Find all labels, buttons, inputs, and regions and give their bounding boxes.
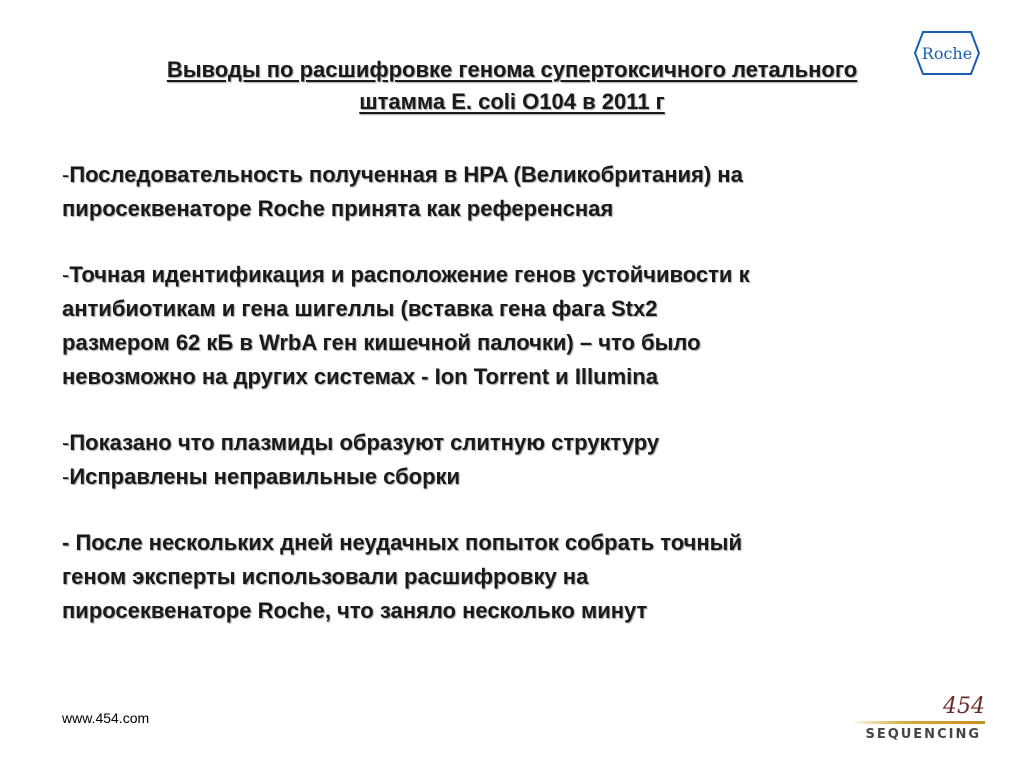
bullet-assemblies: -Исправлены неправильные сборки [62,464,461,489]
bullet-text: - После нескольких дней неудачных попыток собрать точный [62,530,742,555]
bullet-text: Исправлены неправильные сборки [69,464,461,489]
bullet-text: невозможно на других системах - Ion Torrent и Illumina [62,364,658,389]
bullet-text: пиросеквенаторе Roche принята как референсная [62,196,614,221]
bullet-text: Последовательность полученная в HPA (Великобритания) на [69,162,743,187]
bullet-plasmids: -Показано что плазмиды образуют слитную структуру [62,430,660,455]
bullet-experts-roche [62,526,962,628]
slide-title [62,54,962,118]
bullet-gene-identification: -Точная идентификация и расположение генов устойчивости к антибиотикам и гена шигеллы (вставка гена фага Stx2 размером 62 кБ в WrbA ген кишечной палочки) – что было невозможно на других системах - Ion Torrent и Illumina [62,258,962,394]
title-line-1: Выводы по расшифровке генома супертоксичного летального [166,57,858,82]
bullet-text: размером 62 кБ в WrbA ген кишечной палочки) – что было [62,330,701,355]
roche-logo-text: Roche [921,44,973,63]
footer-url[interactable]: www.454.com [62,710,150,726]
454-sequencing-logo [850,696,985,746]
bullet-text: пиросеквенаторе Roche, что заняло несколько минут [62,598,648,623]
bullet-hpa-reference: -Последовательность полученная в HPA (Великобритания) на пиросеквенаторе Roche принята как референсная [62,158,962,226]
logo-number: 454 [943,694,985,719]
bullet-text: Показано что плазмиды образуют слитную структуру [69,430,660,455]
slide-body [62,158,962,628]
bullet-text: антибиотикам и гена шигеллы (вставка гена фага Stx2 [62,296,658,321]
logo-text: SEQUENCING [865,727,981,742]
bullet-text: геном эксперты использовали расшифровку на [62,564,589,589]
logo-underline [850,721,985,724]
bullet-text: Точная идентификация и расположение генов устойчивости к [69,262,750,287]
title-line-2: штамма E. coli O104 в 2011 г [359,89,665,114]
